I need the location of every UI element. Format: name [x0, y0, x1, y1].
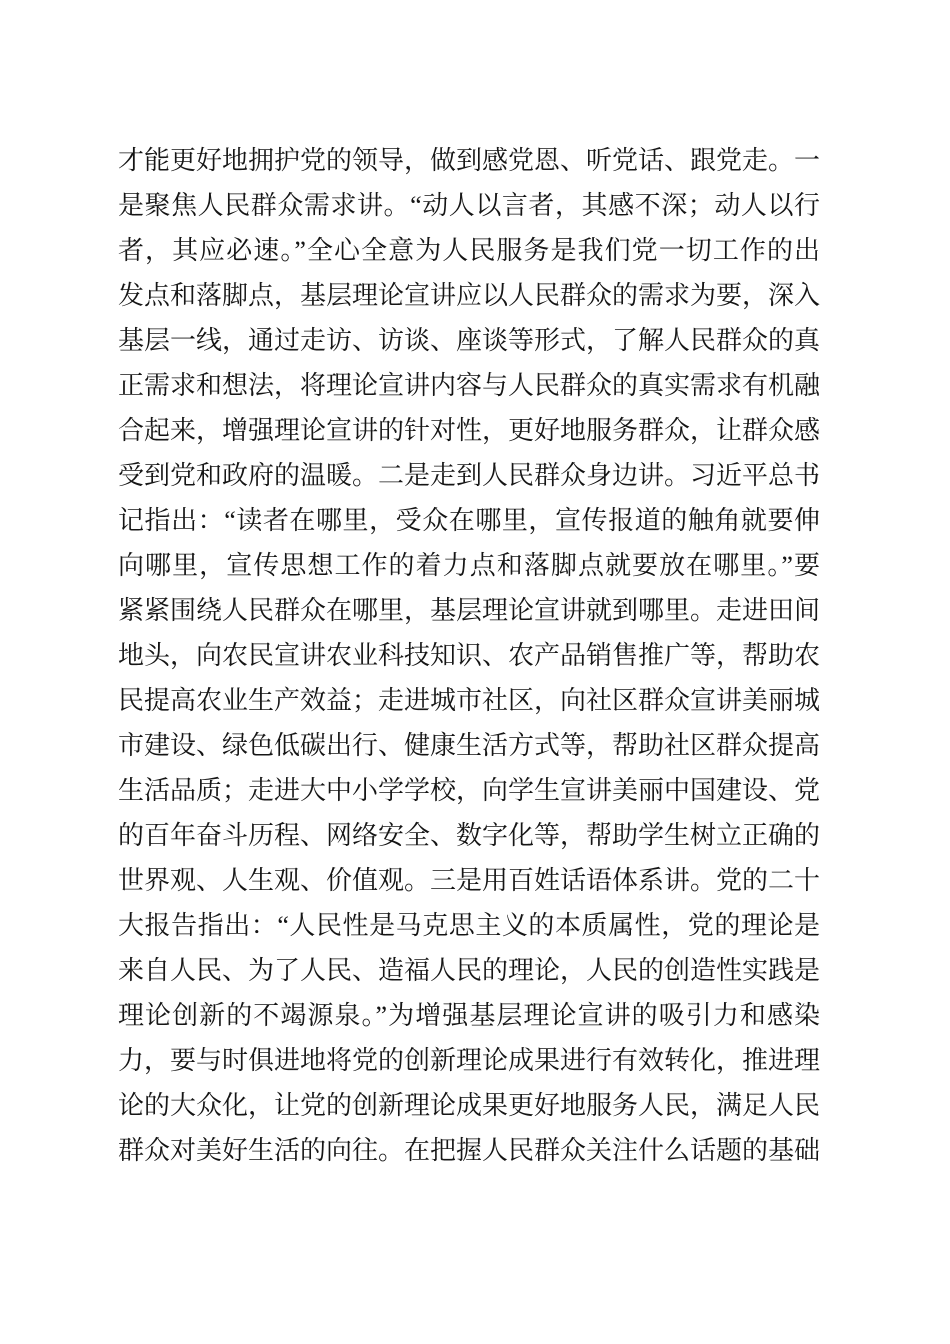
text-line: 合起来，增强理论宣讲的针对性，更好地服务群众，让群众感 — [118, 416, 821, 445]
text-line: 发点和落脚点，基层理论宣讲应以人民群众的需求为要，深入 — [118, 281, 821, 310]
text-line: 力，要与时俱进地将党的创新理论成果进行有效转化，推进理 — [118, 1046, 821, 1075]
text-line: 者，其应必速。”全心全意为人民服务是我们党一切工作的出 — [118, 236, 820, 265]
text-line: 才能更好地拥护党的领导，做到感党恩、听党话、跟党走。一 — [118, 146, 821, 175]
text-line: 地头，向农民宣讲农业科技知识、农产品销售推广等，帮助农 — [118, 641, 821, 670]
text-line: 正需求和想法，将理论宣讲内容与人民群众的真实需求有机融 — [118, 371, 821, 400]
text-line: 的百年奋斗历程、网络安全、数字化等，帮助学生树立正确的 — [118, 821, 821, 850]
text-line: 市建设、绿色低碳出行、健康生活方式等，帮助社区群众提高 — [118, 731, 821, 760]
text-line: 理论创新的不竭源泉。”为增强基层理论宣讲的吸引力和感染 — [118, 1001, 820, 1030]
paragraph-body — [118, 138, 820, 1173]
text-line: 受到党和政府的温暖。二是走到人民群众身边讲。习近平总书 — [118, 461, 821, 490]
text-line: 民提高农业生产效益；走进城市社区，向社区群众宣讲美丽城 — [118, 686, 821, 715]
text-line: 紧紧围绕人民群众在哪里，基层理论宣讲就到哪里。走进田间 — [118, 596, 821, 625]
text-line: 论的大众化，让党的创新理论成果更好地服务人民，满足人民 — [118, 1091, 821, 1120]
text-line: 世界观、人生观、价值观。三是用百姓话语体系讲。党的二十 — [118, 866, 821, 895]
text-line: 基层一线，通过走访、访谈、座谈等形式，了解人民群众的真 — [118, 326, 821, 355]
text-line: 大报告指出：“人民性是马克思主义的本质属性，党的理论是 — [118, 911, 820, 940]
text-line: 来自人民、为了人民、造福人民的理论，人民的创造性实践是 — [118, 956, 821, 985]
text-line: 记指出：“读者在哪里，受众在哪里，宣传报道的触角就要伸 — [118, 506, 820, 535]
text-line: 群众对美好生活的向往。在把握人民群众关注什么话题的基础 — [118, 1136, 821, 1165]
text-line: 是聚焦人民群众需求讲。“动人以言者，其感不深；动人以行 — [118, 191, 820, 220]
text-line: 生活品质；走进大中小学学校，向学生宣讲美丽中国建设、党 — [118, 776, 821, 805]
text-line: 向哪里，宣传思想工作的着力点和落脚点就要放在哪里。”要 — [118, 551, 820, 580]
